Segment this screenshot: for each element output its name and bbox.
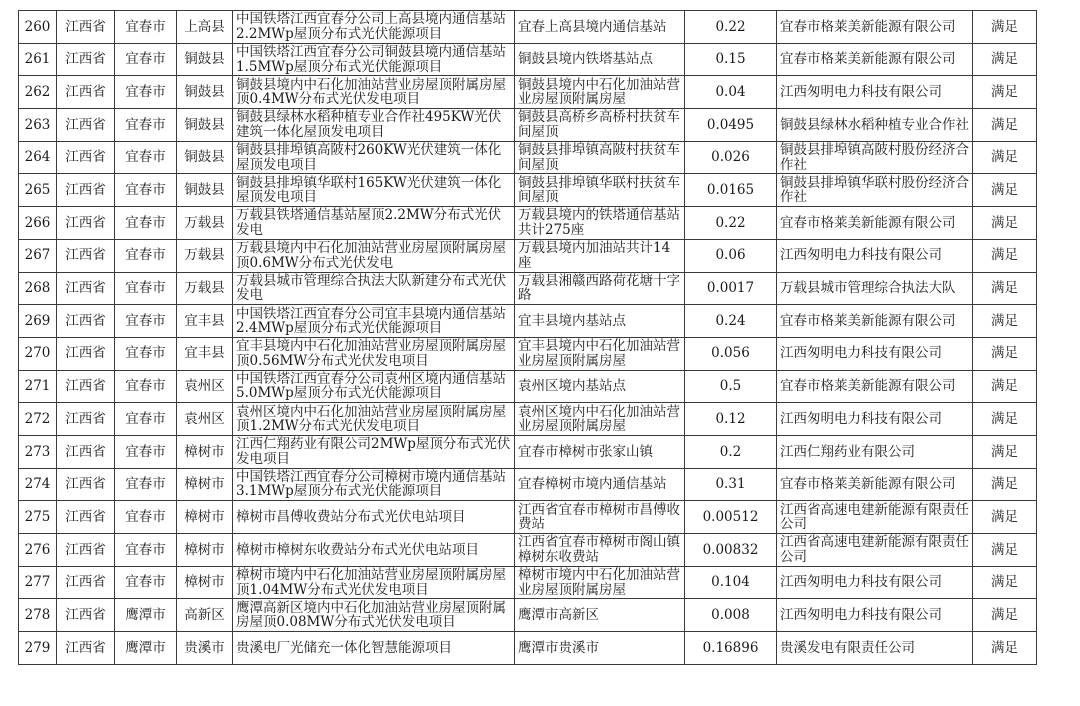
status-cell: 满足 bbox=[973, 337, 1037, 370]
row-number: 273 bbox=[19, 435, 57, 468]
location-cell: 铜鼓县排埠镇华联村扶贫车间屋顶 bbox=[515, 174, 685, 207]
owner-cell: 江西匆明电力科技有限公司 bbox=[777, 337, 973, 370]
location-cell: 铜鼓县排埠镇高陂村扶贫车间屋顶 bbox=[515, 141, 685, 174]
status-cell: 满足 bbox=[973, 468, 1037, 501]
capacity-cell: 0.104 bbox=[685, 566, 777, 599]
location-cell: 鹰潭市高新区 bbox=[515, 599, 685, 632]
status-cell: 满足 bbox=[973, 272, 1037, 305]
row-number: 270 bbox=[19, 337, 57, 370]
project-name-cell: 樟树市樟树东收费站分布式光伏电站项目 bbox=[233, 534, 515, 567]
location-cell: 万载县湘赣西路荷花塘十字路 bbox=[515, 272, 685, 305]
row-number: 260 bbox=[19, 11, 57, 44]
capacity-cell: 0.06 bbox=[685, 239, 777, 272]
province-cell: 江西省 bbox=[57, 272, 115, 305]
capacity-cell: 0.00512 bbox=[685, 501, 777, 534]
status-cell: 满足 bbox=[973, 207, 1037, 240]
owner-cell: 江西匆明电力科技有限公司 bbox=[777, 566, 973, 599]
project-name-cell: 樟树市境内中石化加油站营业房屋顶附属房屋顶1.04MW分布式光伏发电项目 bbox=[233, 566, 515, 599]
capacity-cell: 0.04 bbox=[685, 76, 777, 109]
capacity-cell: 0.056 bbox=[685, 337, 777, 370]
project-name-cell: 中国铁塔江西宜春分公司宜丰县境内通信基站2.4MWp屋顶分布式光伏能源项目 bbox=[233, 305, 515, 338]
location-cell: 宜丰县境内基站点 bbox=[515, 305, 685, 338]
city-cell: 宜春市 bbox=[115, 272, 177, 305]
city-cell: 宜春市 bbox=[115, 501, 177, 534]
row-number: 263 bbox=[19, 109, 57, 142]
status-cell: 满足 bbox=[973, 403, 1037, 436]
status-cell: 满足 bbox=[973, 109, 1037, 142]
project-name-cell: 鹰潭高新区境内中石化加油站营业房屋顶附属房屋顶0.08MW分布式光伏发电项目 bbox=[233, 599, 515, 632]
table-row bbox=[19, 632, 1037, 665]
capacity-cell: 0.16896 bbox=[685, 632, 777, 665]
project-name-cell: 樟树市昌傅收费站分布式光伏电站项目 bbox=[233, 501, 515, 534]
project-table bbox=[18, 10, 1037, 665]
county-cell: 樟树市 bbox=[177, 435, 233, 468]
table-row bbox=[19, 174, 1037, 207]
county-cell: 万载县 bbox=[177, 272, 233, 305]
province-cell: 江西省 bbox=[57, 501, 115, 534]
status-cell: 满足 bbox=[973, 141, 1037, 174]
county-cell: 上高县 bbox=[177, 11, 233, 44]
table-row bbox=[19, 109, 1037, 142]
county-cell: 樟树市 bbox=[177, 501, 233, 534]
project-name-cell: 铜鼓县境内中石化加油站营业房屋顶附属房屋顶0.4MW分布式光伏发电项目 bbox=[233, 76, 515, 109]
city-cell: 宜春市 bbox=[115, 207, 177, 240]
row-number: 277 bbox=[19, 566, 57, 599]
province-cell: 江西省 bbox=[57, 534, 115, 567]
capacity-cell: 0.008 bbox=[685, 599, 777, 632]
location-cell: 宜春樟树市境内通信基站 bbox=[515, 468, 685, 501]
owner-cell: 江西省高速电建新能源有限责任公司 bbox=[777, 501, 973, 534]
location-cell: 江西省宜春市樟树市阁山镇樟树东收费站 bbox=[515, 534, 685, 567]
row-number: 269 bbox=[19, 305, 57, 338]
table-row bbox=[19, 534, 1037, 567]
city-cell: 宜春市 bbox=[115, 305, 177, 338]
owner-cell: 江西匆明电力科技有限公司 bbox=[777, 599, 973, 632]
county-cell: 樟树市 bbox=[177, 468, 233, 501]
project-name-cell: 中国铁塔江西宜春分公司袁州区境内通信基站5.0MWp屋顶分布式光伏能源项目 bbox=[233, 370, 515, 403]
table-row bbox=[19, 337, 1037, 370]
province-cell: 江西省 bbox=[57, 435, 115, 468]
city-cell: 宜春市 bbox=[115, 11, 177, 44]
status-cell: 满足 bbox=[973, 305, 1037, 338]
province-cell: 江西省 bbox=[57, 468, 115, 501]
location-cell: 宜春上高县境内通信基站 bbox=[515, 11, 685, 44]
owner-cell: 贵溪发电有限责任公司 bbox=[777, 632, 973, 665]
status-cell: 满足 bbox=[973, 239, 1037, 272]
table-row bbox=[19, 468, 1037, 501]
capacity-cell: 0.0165 bbox=[685, 174, 777, 207]
owner-cell: 江西省高速电建新能源有限责任公司 bbox=[777, 534, 973, 567]
row-number: 266 bbox=[19, 207, 57, 240]
owner-cell: 江西匆明电力科技有限公司 bbox=[777, 76, 973, 109]
location-cell: 铜鼓县境内铁塔基站点 bbox=[515, 43, 685, 76]
province-cell: 江西省 bbox=[57, 566, 115, 599]
city-cell: 宜春市 bbox=[115, 370, 177, 403]
province-cell: 江西省 bbox=[57, 207, 115, 240]
table-row bbox=[19, 599, 1037, 632]
project-name-cell: 铜鼓县排埠镇华联村165KW光伏建筑一体化屋顶发电项目 bbox=[233, 174, 515, 207]
city-cell: 宜春市 bbox=[115, 435, 177, 468]
city-cell: 宜春市 bbox=[115, 534, 177, 567]
capacity-cell: 0.0017 bbox=[685, 272, 777, 305]
project-name-cell: 宜丰县境内中石化加油站营业房屋顶附属房屋顶0.56MW分布式光伏发电项目 bbox=[233, 337, 515, 370]
capacity-cell: 0.31 bbox=[685, 468, 777, 501]
province-cell: 江西省 bbox=[57, 109, 115, 142]
county-cell: 贵溪市 bbox=[177, 632, 233, 665]
table-row bbox=[19, 305, 1037, 338]
row-number: 274 bbox=[19, 468, 57, 501]
row-number: 271 bbox=[19, 370, 57, 403]
county-cell: 万载县 bbox=[177, 207, 233, 240]
county-cell: 宜丰县 bbox=[177, 305, 233, 338]
province-cell: 江西省 bbox=[57, 305, 115, 338]
location-cell: 宜丰县境内中石化加油站营业房屋顶附属房屋 bbox=[515, 337, 685, 370]
owner-cell: 铜鼓县绿林水稻种植专业合作社 bbox=[777, 109, 973, 142]
project-name-cell: 江西仁翔药业有限公司2MWp屋顶分布式光伏发电项目 bbox=[233, 435, 515, 468]
project-name-cell: 中国铁塔江西宜春分公司铜鼓县境内通信基站1.5MWp屋顶分布式光伏能源项目 bbox=[233, 43, 515, 76]
city-cell: 宜春市 bbox=[115, 239, 177, 272]
table-row bbox=[19, 403, 1037, 436]
status-cell: 满足 bbox=[973, 435, 1037, 468]
province-cell: 江西省 bbox=[57, 632, 115, 665]
county-cell: 袁州区 bbox=[177, 370, 233, 403]
owner-cell: 宜春市格莱美新能源有限公司 bbox=[777, 468, 973, 501]
project-name-cell: 铜鼓县绿林水稻种植专业合作社495KW光伏建筑一体化屋顶发电项目 bbox=[233, 109, 515, 142]
status-cell: 满足 bbox=[973, 566, 1037, 599]
row-number: 276 bbox=[19, 534, 57, 567]
location-cell: 万载县境内的铁塔通信基站共计275座 bbox=[515, 207, 685, 240]
owner-cell: 江西匆明电力科技有限公司 bbox=[777, 403, 973, 436]
county-cell: 铜鼓县 bbox=[177, 141, 233, 174]
city-cell: 宜春市 bbox=[115, 403, 177, 436]
county-cell: 樟树市 bbox=[177, 534, 233, 567]
table-row bbox=[19, 11, 1037, 44]
city-cell: 宜春市 bbox=[115, 468, 177, 501]
row-number: 265 bbox=[19, 174, 57, 207]
table-row bbox=[19, 207, 1037, 240]
table-row bbox=[19, 435, 1037, 468]
county-cell: 万载县 bbox=[177, 239, 233, 272]
capacity-cell: 0.026 bbox=[685, 141, 777, 174]
status-cell: 满足 bbox=[973, 76, 1037, 109]
owner-cell: 宜春市格莱美新能源有限公司 bbox=[777, 207, 973, 240]
owner-cell: 宜春市格莱美新能源有限公司 bbox=[777, 43, 973, 76]
status-cell: 满足 bbox=[973, 43, 1037, 76]
capacity-cell: 0.5 bbox=[685, 370, 777, 403]
province-cell: 江西省 bbox=[57, 239, 115, 272]
province-cell: 江西省 bbox=[57, 76, 115, 109]
project-name-cell: 中国铁塔江西宜春分公司上高县境内通信基站2.2MWp屋顶分布式光伏能源项目 bbox=[233, 11, 515, 44]
location-cell: 铜鼓县境内中石化加油站营业房屋顶附属房屋 bbox=[515, 76, 685, 109]
city-cell: 宜春市 bbox=[115, 43, 177, 76]
province-cell: 江西省 bbox=[57, 370, 115, 403]
county-cell: 宜丰县 bbox=[177, 337, 233, 370]
row-number: 267 bbox=[19, 239, 57, 272]
capacity-cell: 0.0495 bbox=[685, 109, 777, 142]
project-name-cell: 中国铁塔江西宜春分公司樟树市境内通信基站3.1MWp屋顶分布式光伏能源项目 bbox=[233, 468, 515, 501]
city-cell: 宜春市 bbox=[115, 109, 177, 142]
city-cell: 宜春市 bbox=[115, 76, 177, 109]
project-name-cell: 贵溪电厂光储充一体化智慧能源项目 bbox=[233, 632, 515, 665]
table-row bbox=[19, 370, 1037, 403]
capacity-cell: 0.00832 bbox=[685, 534, 777, 567]
province-cell: 江西省 bbox=[57, 43, 115, 76]
row-number: 278 bbox=[19, 599, 57, 632]
location-cell: 樟树市境内中石化加油站营业房屋顶附属房屋 bbox=[515, 566, 685, 599]
city-cell: 宜春市 bbox=[115, 337, 177, 370]
status-cell: 满足 bbox=[973, 174, 1037, 207]
row-number: 275 bbox=[19, 501, 57, 534]
capacity-cell: 0.22 bbox=[685, 207, 777, 240]
location-cell: 袁州区境内基站点 bbox=[515, 370, 685, 403]
capacity-cell: 0.2 bbox=[685, 435, 777, 468]
city-cell: 鹰潭市 bbox=[115, 632, 177, 665]
location-cell: 万载县境内加油站共计14座 bbox=[515, 239, 685, 272]
table-row bbox=[19, 239, 1037, 272]
table-row bbox=[19, 272, 1037, 305]
capacity-cell: 0.15 bbox=[685, 43, 777, 76]
table-row bbox=[19, 76, 1037, 109]
city-cell: 宜春市 bbox=[115, 566, 177, 599]
province-cell: 江西省 bbox=[57, 141, 115, 174]
row-number: 264 bbox=[19, 141, 57, 174]
row-number: 261 bbox=[19, 43, 57, 76]
capacity-cell: 0.22 bbox=[685, 11, 777, 44]
owner-cell: 宜春市格莱美新能源有限公司 bbox=[777, 305, 973, 338]
province-cell: 江西省 bbox=[57, 11, 115, 44]
county-cell: 高新区 bbox=[177, 599, 233, 632]
location-cell: 宜春市樟树市张家山镇 bbox=[515, 435, 685, 468]
owner-cell: 铜鼓县排埠镇华联村股份经济合作社 bbox=[777, 174, 973, 207]
county-cell: 袁州区 bbox=[177, 403, 233, 436]
owner-cell: 江西仁翔药业有限公司 bbox=[777, 435, 973, 468]
county-cell: 铜鼓县 bbox=[177, 109, 233, 142]
table-row bbox=[19, 501, 1037, 534]
project-name-cell: 万载县城市管理综合执法大队新建分布式光伏发电 bbox=[233, 272, 515, 305]
province-cell: 江西省 bbox=[57, 403, 115, 436]
status-cell: 满足 bbox=[973, 534, 1037, 567]
table-row bbox=[19, 141, 1037, 174]
owner-cell: 铜鼓县排埠镇高陂村股份经济合作社 bbox=[777, 141, 973, 174]
row-number: 279 bbox=[19, 632, 57, 665]
owner-cell: 万载县城市管理综合执法大队 bbox=[777, 272, 973, 305]
city-cell: 鹰潭市 bbox=[115, 599, 177, 632]
location-cell: 鹰潭市贵溪市 bbox=[515, 632, 685, 665]
project-name-cell: 袁州区境内中石化加油站营业房屋顶附属房屋顶1.2MW分布式光伏发电项目 bbox=[233, 403, 515, 436]
row-number: 272 bbox=[19, 403, 57, 436]
location-cell: 袁州区境内中石化加油站营业房屋顶附属房屋 bbox=[515, 403, 685, 436]
owner-cell: 宜春市格莱美新能源有限公司 bbox=[777, 11, 973, 44]
province-cell: 江西省 bbox=[57, 599, 115, 632]
capacity-cell: 0.12 bbox=[685, 403, 777, 436]
location-cell: 铜鼓县高桥乡高桥村扶贫车间屋顶 bbox=[515, 109, 685, 142]
table-row bbox=[19, 43, 1037, 76]
capacity-cell: 0.24 bbox=[685, 305, 777, 338]
status-cell: 满足 bbox=[973, 11, 1037, 44]
city-cell: 宜春市 bbox=[115, 174, 177, 207]
county-cell: 樟树市 bbox=[177, 566, 233, 599]
project-name-cell: 铜鼓县排埠镇高陂村260KW光伏建筑一体化屋顶发电项目 bbox=[233, 141, 515, 174]
status-cell: 满足 bbox=[973, 370, 1037, 403]
status-cell: 满足 bbox=[973, 501, 1037, 534]
location-cell: 江西省宜春市樟树市昌傅收费站 bbox=[515, 501, 685, 534]
project-name-cell: 万载县铁塔通信基站屋顶2.2MW分布式光伏发电 bbox=[233, 207, 515, 240]
city-cell: 宜春市 bbox=[115, 141, 177, 174]
project-name-cell: 万载县境内中石化加油站营业房屋顶附属房屋顶0.6MW分布式光伏发电 bbox=[233, 239, 515, 272]
row-number: 262 bbox=[19, 76, 57, 109]
county-cell: 铜鼓县 bbox=[177, 174, 233, 207]
county-cell: 铜鼓县 bbox=[177, 76, 233, 109]
status-cell: 满足 bbox=[973, 599, 1037, 632]
table-row bbox=[19, 566, 1037, 599]
owner-cell: 江西匆明电力科技有限公司 bbox=[777, 239, 973, 272]
province-cell: 江西省 bbox=[57, 174, 115, 207]
row-number: 268 bbox=[19, 272, 57, 305]
owner-cell: 宜春市格莱美新能源有限公司 bbox=[777, 370, 973, 403]
county-cell: 铜鼓县 bbox=[177, 43, 233, 76]
province-cell: 江西省 bbox=[57, 337, 115, 370]
status-cell: 满足 bbox=[973, 632, 1037, 665]
